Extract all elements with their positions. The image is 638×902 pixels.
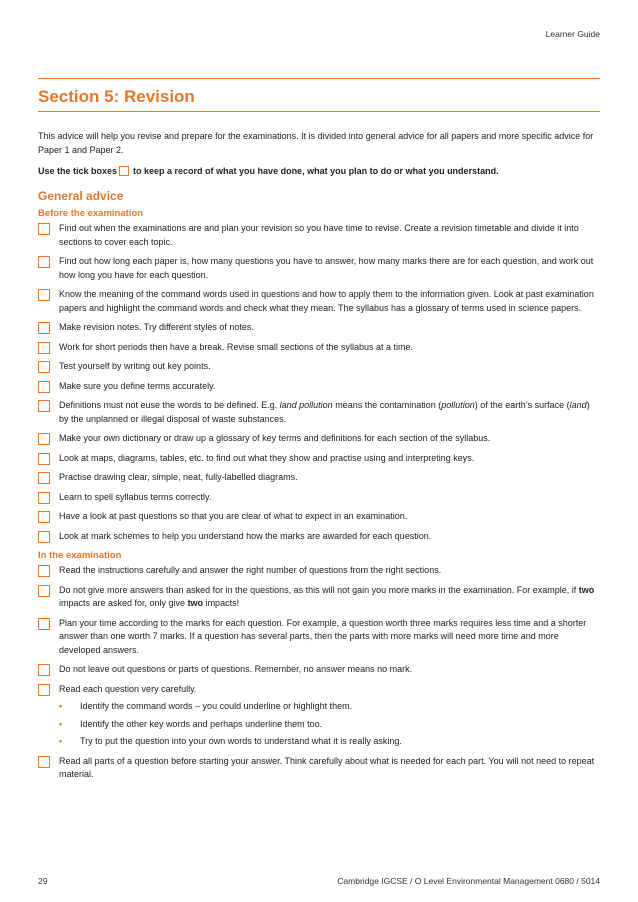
header-label: Learner Guide [545,29,600,39]
checkbox-icon[interactable] [38,531,50,543]
checklist-text: Know the meaning of the command words used in questions and how to apply them to the information given. Look at past examination papers and highlight the command words and check what they mean. The syllabus has a glossary of terms used in science papers. [59,289,594,313]
checkbox-icon[interactable] [38,511,50,523]
answers-text-1: Do not give more answers than asked for in the questions, as this will not gain you more marks in the examination. For example, if [59,584,579,595]
checkbox-icon[interactable] [38,664,50,676]
checklist-item[interactable] [38,491,600,505]
checklist-item[interactable] [38,321,600,335]
emphasis-two: two [578,584,595,595]
bullet-item [59,735,600,749]
checkbox-icon[interactable] [38,565,50,577]
bullet-icon: • [59,701,63,711]
term-pollution: pollution [441,400,475,410]
title-rule [38,111,600,112]
checkbox-icon[interactable] [38,256,50,268]
checklist-text: Read each question very carefully. [59,683,197,694]
checkbox-icon[interactable] [38,361,50,373]
bullet-text: Identify the command words – you could underline or highlight them. [80,701,353,711]
checkbox-icon[interactable] [38,223,50,235]
checklist-text: Read all parts of a question before starting your answer. Think carefully about what is needed for each part. You will not need to repeat material. [59,755,595,779]
checklist-text: Do not leave out questions or parts of questions. Remember, no answer means no mark. [59,664,413,674]
checklist-item[interactable] [38,530,600,544]
footer-title: Cambridge IGCSE / O Level Environmental Management 0680 / 5014 [337,876,600,886]
checklist-text: Find out how long each paper is, how many questions you have to answer, how many marks there are for each question, and work out how long you have for each question. [59,256,594,280]
checklist-item[interactable] [38,663,600,677]
term-land: land [569,400,587,410]
checklist-text: Make revision notes. Try different styles of notes. [59,322,254,332]
checkbox-icon[interactable] [38,472,50,484]
page-content [38,130,600,788]
checklist-item[interactable] [38,617,600,658]
checkbox-icon[interactable] [38,400,50,412]
checklist-item[interactable] [38,471,600,485]
definitions-text-3: ) of the earth’s surface ( [474,400,570,410]
bullet-text: Identify the other key words and perhaps underline them too. [80,718,323,729]
answers-text-3: impacts! [203,598,240,608]
page-number: 29 [38,876,48,886]
tick-instruction-before: Use the tick boxes [38,166,118,176]
section-title: Section 5: Revision [38,87,195,106]
checklist-item[interactable] [38,564,600,578]
checklist-text: Plan your time according to the marks for each question. For example, a question worth three marks requires less time and a shorter answer than one worth 7 marks. If a question has several parts, then the parts with more marks will need more time and more developed answers. [59,617,587,655]
checklist-item-definitions[interactable] [38,399,600,426]
checkbox-icon[interactable] [38,453,50,465]
checklist-item-answers[interactable] [38,584,600,611]
bullet-item [59,718,600,732]
checklist-text: Make your own dictionary or draw up a glossary of key terms and definitions for each section of the syllabus. [59,433,491,443]
top-rule [38,78,600,79]
checklist-text: Learn to spell syllabus terms correctly. [59,491,212,502]
checklist-item[interactable] [38,255,600,282]
checklist-item[interactable] [38,755,600,782]
checkbox-icon[interactable] [38,289,50,301]
term-land-pollution: land pollution [279,400,333,410]
checklist-text: Make sure you define terms accurately. [59,380,216,391]
checklist-text: Work for short periods then have a break. Revise small sections of the syllabus at a time. [59,341,413,352]
checkbox-icon[interactable] [38,322,50,334]
checklist-text: Test yourself by writing out key points. [59,361,211,371]
answers-text-2: impacts are asked for, only give [59,598,188,608]
checkbox-icon[interactable] [38,756,50,768]
checklist-item-read-question[interactable] [38,683,600,749]
checkbox-icon[interactable] [38,433,50,445]
checkbox-icon[interactable] [38,492,50,504]
before-exam-heading: Before the examination [38,208,144,219]
checklist-text: Practise drawing clear, simple, neat, fully-labelled diagrams. [59,472,298,482]
checklist-item[interactable] [38,360,600,374]
checklist-item[interactable] [38,510,600,524]
definitions-text-1: Definitions must not euse the words to be defined. E.g. [59,400,280,410]
bullet-icon: • [59,736,63,746]
checkbox-icon[interactable] [38,342,50,354]
checkbox-icon[interactable] [38,618,50,630]
checklist-text: Look at mark schemes to help you understand how the marks are awarded for each question. [59,530,432,541]
intro-paragraph: This advice will help you revise and prepare for the examinations. It is divided into general advice for all papers and more specific advice for Paper 1 and Paper 2. [38,131,594,155]
tick-instruction [38,165,600,178]
checklist-item[interactable] [38,452,600,466]
checkbox-icon [119,166,129,176]
checklist-text: Have a look at past questions so that you are clear of what to expect in an examination. [59,511,408,521]
definitions-text-2: means the contamination ( [332,400,442,410]
in-exam-heading: In the examination [38,550,122,561]
bullet-item [59,700,600,714]
bullet-icon: • [59,718,63,729]
checklist-item[interactable] [38,341,600,355]
checklist-item[interactable] [38,380,600,394]
checklist-item[interactable] [38,222,600,249]
general-advice-heading: General advice [38,189,124,203]
checklist-text: Find out when the examinations are and plan your revision so you have time to revise. Create a revision timetable and divide it into sections to cover each topic. [59,223,579,247]
tick-instruction-after: to keep a record of what you have done, what you plan to do or what you understand. [133,166,499,176]
checklist-text: Look at maps, diagrams, tables, etc. to find out what they show and practise using and interpreting keys. [59,452,475,463]
bullet-text: Try to put the question into your own words to understand what it is really asking. [80,736,402,746]
checklist-item[interactable] [38,432,600,446]
checklist-item[interactable] [38,288,600,315]
emphasis-two: two [187,598,204,608]
checklist-text: Read the instructions carefully and answer the right number of questions from the right sections. [59,565,442,575]
checkbox-icon[interactable] [38,381,50,393]
checkbox-icon[interactable] [38,585,50,597]
checkbox-icon[interactable] [38,684,50,696]
definitions-text-4: ) by the unplanned or illegal disposal of waste substances. [59,400,590,424]
